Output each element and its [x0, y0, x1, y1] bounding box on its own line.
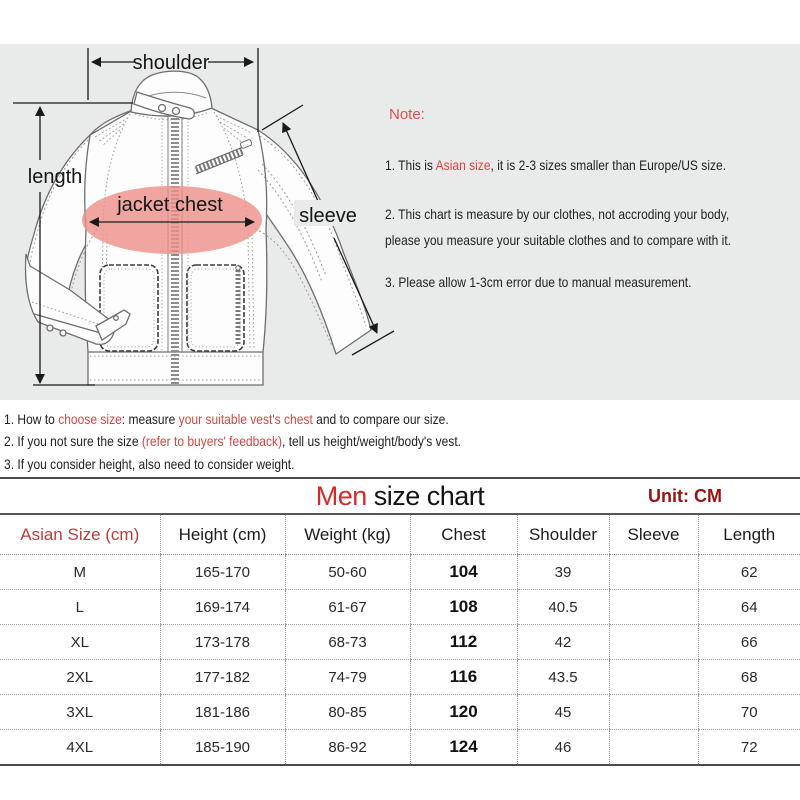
table-row	[0, 730, 800, 766]
size-cell: 39	[517, 555, 609, 590]
size-table-block	[0, 477, 800, 766]
tip-1-post: and to compare our size.	[312, 411, 449, 427]
note-item-3: 3. Please allow 1-3cm error due to manual measurement.	[385, 274, 692, 290]
size-cell: 104	[410, 555, 517, 590]
note-item-1	[385, 155, 782, 175]
size-cell: 108	[410, 590, 517, 625]
size-cell	[609, 625, 698, 660]
unit-label: Unit: CM	[648, 485, 722, 506]
table-row	[0, 695, 800, 730]
size-cell: 165-170	[160, 555, 285, 590]
tip-3: 3. If you consider height, also need to consider weight.	[4, 456, 295, 472]
size-cell: 120	[410, 695, 517, 730]
note-item-2-line-1: 2. This chart is measure by our clothes, not accroding your body,	[385, 206, 730, 222]
size-cell: M	[0, 555, 160, 590]
tip-2-post: , tell us height/weight/body's vest.	[282, 433, 462, 449]
header-shoulder: Shoulder	[517, 515, 609, 555]
size-cell: 74-79	[285, 660, 410, 695]
size-cell: 86-92	[285, 730, 410, 766]
size-cell: L	[0, 590, 160, 625]
table-row	[0, 660, 800, 695]
note-item-2-line-2: please you measure your suitable clothes and to compare with it.	[385, 232, 732, 248]
note-title: Note:	[389, 106, 425, 123]
length-label: length	[27, 166, 83, 188]
size-cell: 68	[698, 660, 800, 695]
note-item-1-pre: 1. This is	[385, 157, 436, 173]
shoulder-label: shoulder	[132, 52, 210, 74]
table-row	[0, 555, 800, 590]
size-table-body	[0, 555, 800, 766]
size-cell: 42	[517, 625, 609, 660]
size-cell: 181-186	[160, 695, 285, 730]
size-cell: 185-190	[160, 730, 285, 766]
size-cell	[609, 590, 698, 625]
size-cell: 68-73	[285, 625, 410, 660]
size-cell: 46	[517, 730, 609, 766]
size-cell: 4XL	[66, 738, 94, 756]
size-cell: 66	[698, 625, 800, 660]
table-title-men: Men	[315, 480, 367, 511]
header-asian-size: Asian Size (cm)	[0, 515, 160, 555]
tip-1-red-1: choose size	[58, 411, 122, 427]
size-cell: 116	[410, 660, 517, 695]
size-cell: 70	[698, 695, 800, 730]
diagram-band	[0, 44, 800, 400]
size-cell: 61-67	[285, 590, 410, 625]
tip-1	[4, 409, 521, 429]
size-table-head	[0, 515, 800, 555]
size-cell: 40.5	[517, 590, 609, 625]
table-title-row	[0, 477, 800, 515]
note-item-1-post: , it is 2-3 sizes smaller than Europe/US size.	[490, 157, 727, 173]
size-cell: 169-174	[160, 590, 285, 625]
note-item-1-red: Asian size	[435, 157, 491, 173]
size-cell: 43.5	[517, 660, 609, 695]
size-cell: 62	[698, 555, 800, 590]
size-cell: 45	[517, 695, 609, 730]
tip-1-pre: 1. How to	[4, 411, 59, 427]
header-sleeve: Sleeve	[609, 515, 698, 555]
jacket-chest-label: jacket chest	[117, 194, 223, 216]
tip-1-mid: : measure	[121, 411, 179, 427]
table-row	[0, 590, 800, 625]
tip-1-red-2: your suitable vest's chest	[178, 411, 313, 427]
size-cell: 3XL	[0, 695, 160, 730]
header-chest: Chest	[410, 515, 517, 555]
size-cell	[609, 730, 698, 766]
size-cell	[609, 695, 698, 730]
size-cell: 50-60	[285, 555, 410, 590]
table-title-rest: size chart	[366, 480, 485, 511]
header-length: Length	[698, 515, 800, 555]
size-cell: 173-178	[160, 625, 285, 660]
table-row	[0, 625, 800, 660]
header-weight: Weight (kg)	[285, 515, 410, 555]
size-cell: 64	[698, 590, 800, 625]
header-height: Height (cm)	[160, 515, 285, 555]
size-cell: 72	[698, 730, 800, 766]
size-cell: 124	[410, 730, 517, 766]
size-cell: 112	[410, 625, 517, 660]
size-cell	[609, 555, 698, 590]
sleeve-label: sleeve	[299, 205, 357, 227]
size-table	[0, 515, 800, 766]
size-cell	[609, 660, 698, 695]
size-cell: 2XL	[0, 660, 160, 695]
header-row	[0, 515, 800, 555]
tip-2-red: (refer to buyers' feedback)	[141, 433, 283, 449]
tip-2-pre: 2. If you not sure the size	[4, 433, 142, 449]
table-title	[316, 481, 485, 512]
size-cell: 177-182	[160, 660, 285, 695]
size-cell: XL	[0, 625, 160, 660]
tip-2	[4, 431, 535, 451]
size-cell: 80-85	[285, 695, 410, 730]
